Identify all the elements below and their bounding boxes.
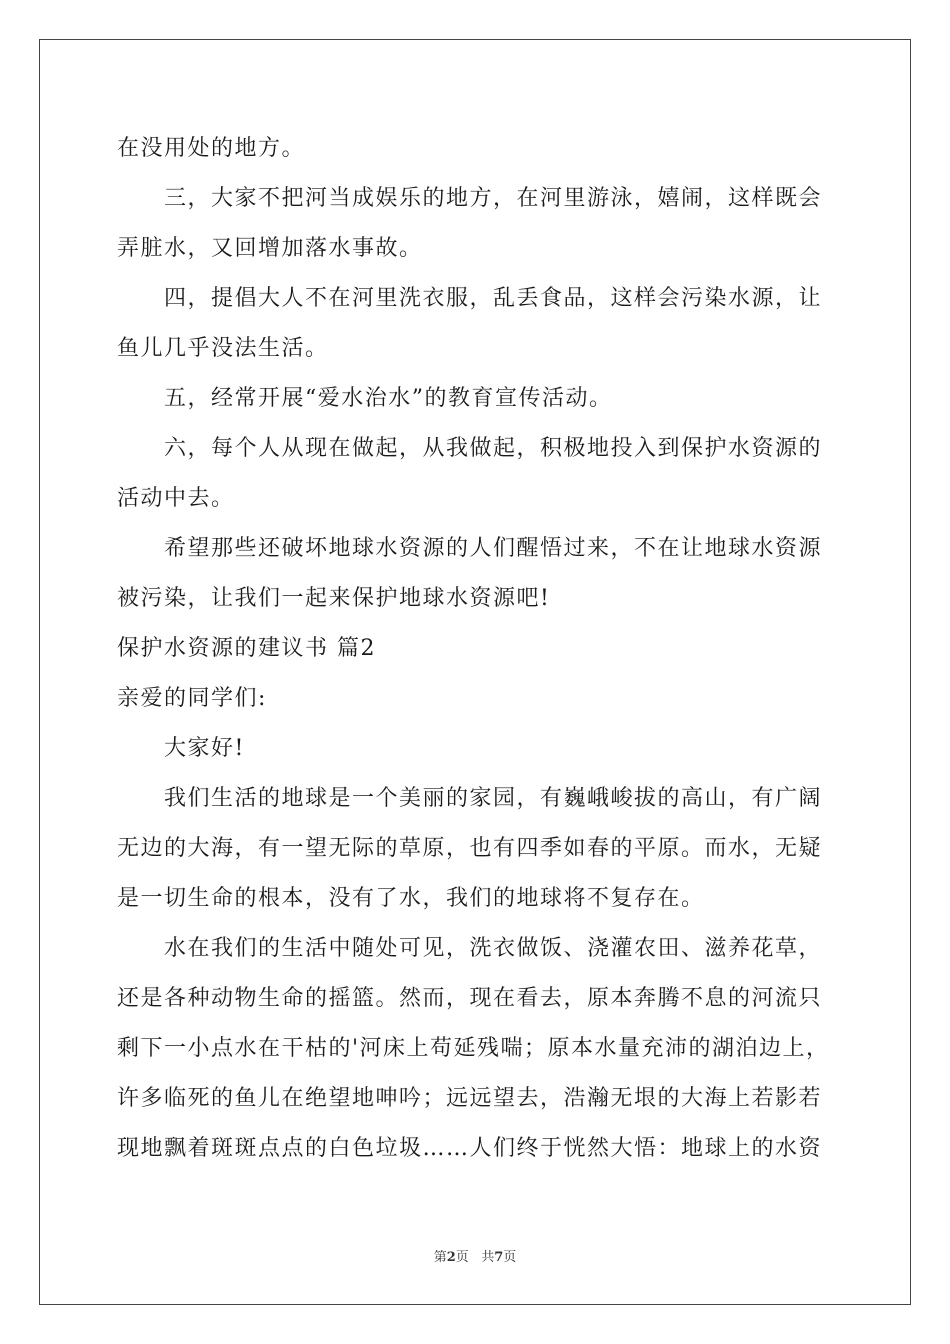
text-line: 还是各种动物生命的摇篮。然而，现在看去，原本奔腾不息的河流只 [117,986,823,1011]
total-page-count: 7 [494,1250,504,1265]
greeting: 大家好! [164,736,245,761]
text-line: 弄脏水，又回增加落水事故。 [117,236,423,261]
text-line: 活动中去。 [117,486,235,511]
text-line: 希望那些还破坏地球水资源的人们醒悟过来，不在让地球水资源 [164,536,823,561]
current-page-number: 2 [446,1250,456,1265]
text-line: 三，大家不把河当成娱乐的地方，在河里游泳，嬉闹，这样既会 [164,186,823,211]
footer-middle: 页 共 [455,1250,495,1265]
text-line: 被污染，让我们一起来保护地球水资源吧! [117,586,551,611]
text-line: 无边的大海，有一望无际的草原，也有四季如春的平原。而水，无疑 [117,836,823,861]
text-line: 是一切生命的根本，没有了水，我们的地球将不复存在。 [117,886,705,911]
text-line: 水在我们的生活中随处可见，洗衣做饭、浇灌农田、滋养花草， [164,936,823,961]
text-line: 在没用处的地方。 [117,136,306,161]
text-line: 许多临死的鱼儿在绝望地呻吟；远远望去，浩瀚无垠的大海上若影若 [117,1086,823,1111]
text-line: 五，经常开展“爱水治水”的教育宣传活动。 [164,386,613,411]
text-line: 现地飘着斑斑点点的白色垃圾……人们终于恍然大悟：地球上的水资 [117,1136,823,1161]
text-line: 我们生活的地球是一个美丽的家园，有巍峨峻拔的高山，有广阔 [164,786,823,811]
footer-suffix: 页 [503,1250,517,1265]
footer-prefix: 第 [433,1250,447,1265]
salutation: 亲爱的同学们: [117,686,267,711]
text-line: 鱼儿几乎没法生活。 [117,336,329,361]
text-line: 剩下一小点水在干枯的'河床上苟延残喘；原本水量充沛的湖泊边上， [117,1036,830,1061]
section-heading: 保护水资源的建议书 篇2 [117,636,376,661]
page-footer [0,1246,950,1265]
text-line: 六，每个人从现在做起，从我做起，积极地投入到保护水资源的 [164,436,823,461]
document-body [117,124,837,1174]
text-line: 四，提倡大人不在河里洗衣服，乱丢食品，这样会污染水源，让 [164,286,823,311]
